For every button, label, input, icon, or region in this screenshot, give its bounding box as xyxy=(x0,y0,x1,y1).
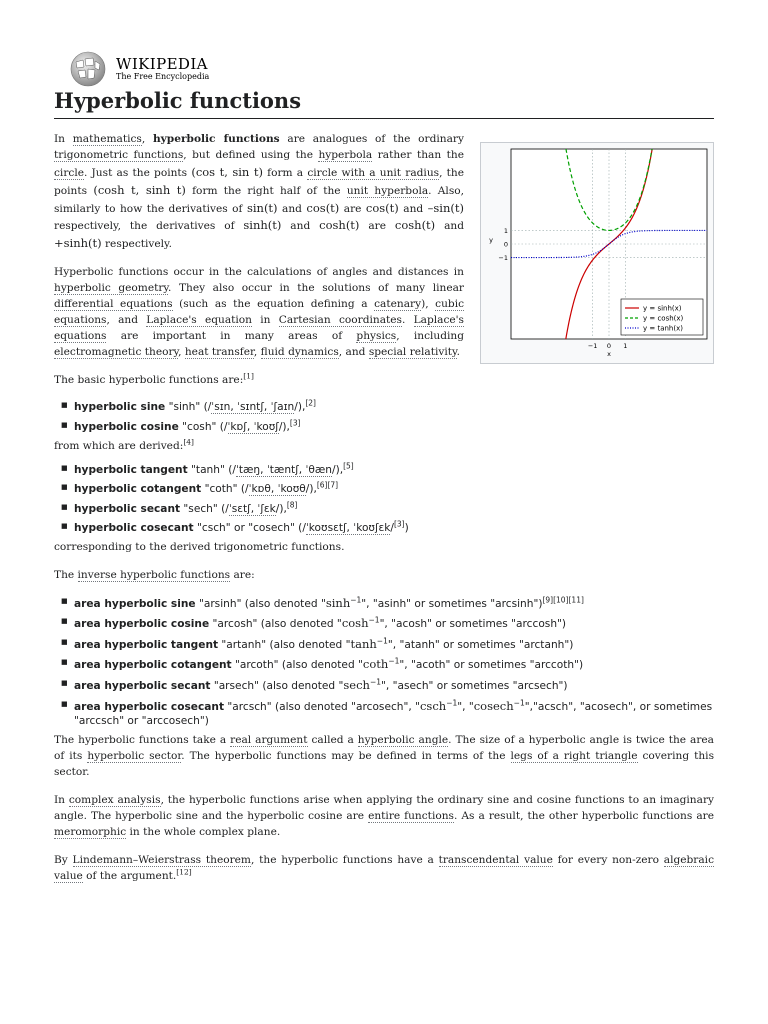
wiki-link[interactable]: real argument xyxy=(230,734,308,747)
wiki-link[interactable]: circle with a unit radius xyxy=(307,166,440,179)
list-item xyxy=(74,400,714,414)
bold-term: area hyperbolic cotangent xyxy=(74,659,232,672)
corresponding-text xyxy=(54,540,714,556)
wiki-link[interactable]: ˈtæŋ, ˈtæntʃ, ˈθæn xyxy=(235,463,332,476)
text-run: , the points xyxy=(54,166,465,197)
text-run: ", "acosh" or sometimes "arccosh") xyxy=(379,618,567,631)
text-run: and xyxy=(435,220,464,233)
text-run: . Just as the points xyxy=(83,166,192,179)
text-run: "sinh" (/ xyxy=(165,401,212,414)
legend-entry: y = tanh(x) xyxy=(643,324,683,333)
text-run: "tanh" (/ xyxy=(187,463,236,476)
text-run: The hyperbolic functions take a xyxy=(54,734,231,747)
text-run: . The size of a hyperbolic angle is twice the area of its xyxy=(54,734,714,763)
text-run: , the hyperbolic functions have a xyxy=(250,853,439,866)
reference-superscript[interactable]: −1 xyxy=(350,595,362,605)
reference-superscript[interactable]: [5] xyxy=(343,461,354,471)
text-run: in xyxy=(251,313,279,326)
math-expression: sin(t) xyxy=(246,200,278,215)
text-run: In xyxy=(54,793,69,806)
wiki-link[interactable]: Laplace's equation xyxy=(146,313,252,326)
list-item xyxy=(74,521,714,535)
text-run: . They also occur in the solutions of many linear xyxy=(168,282,464,295)
text-run: called a xyxy=(307,734,358,747)
reference-superscript[interactable]: [12] xyxy=(176,867,192,877)
text-run: "arcosh" (also denoted " xyxy=(209,618,342,631)
text-run: /), xyxy=(294,401,306,414)
y-axis-label: y xyxy=(489,236,493,244)
derived-functions-intro xyxy=(54,439,714,455)
wiki-link[interactable]: Laplace's equations xyxy=(54,313,464,342)
bold-term: area hyperbolic cosecant xyxy=(74,700,225,713)
outro-paragraph-2 xyxy=(54,793,714,841)
wiki-link[interactable]: legs of a right triangle xyxy=(510,750,638,763)
legend-entry: y = cosh(x) xyxy=(643,314,684,323)
list-item xyxy=(74,420,714,434)
text-run: "csch" or "cosech" (/ xyxy=(193,521,306,534)
math-expression: sinh(t) xyxy=(243,218,282,233)
math-expression: cos(t) xyxy=(306,200,340,215)
text-run: . Also, similarly to how the derivatives of xyxy=(54,184,464,215)
text-run: /), xyxy=(305,483,317,496)
bold-term: hyperbolic sine xyxy=(74,401,166,414)
wikipedia-globe-icon xyxy=(68,50,108,88)
y-tick-label: 0 xyxy=(503,240,508,249)
bold-term: area hyperbolic cosine xyxy=(74,618,210,631)
bold-term: hyperbolic functions xyxy=(152,133,280,145)
inverse-functions-intro xyxy=(54,568,714,584)
wiki-link[interactable]: physics xyxy=(356,329,397,342)
wiki-link[interactable]: catenary xyxy=(374,298,422,311)
reference-superscript[interactable]: [3] xyxy=(393,519,405,529)
math-expression: cosh(t) xyxy=(394,218,436,233)
list-item xyxy=(74,482,714,496)
text-run: ", "asech" or sometimes "arcsech") xyxy=(381,679,568,692)
reference-superscript[interactable]: [6][7] xyxy=(316,480,339,490)
math-expression: cosh xyxy=(341,616,369,631)
text-run: "arcoth" (also denoted " xyxy=(231,659,363,672)
list-item xyxy=(74,699,714,729)
text-run: are xyxy=(359,220,395,233)
wiki-link[interactable]: electromagnetic theory xyxy=(54,345,179,358)
text-run: "artanh" (also denoted " xyxy=(218,638,351,651)
wiki-link[interactable]: heat transfer xyxy=(184,345,254,358)
text-run: are analogues of the ordinary xyxy=(279,133,464,145)
wiki-link[interactable]: mathematics xyxy=(72,133,142,145)
y-tick-label: 1 xyxy=(503,226,508,235)
list-item xyxy=(74,463,714,477)
text-run: , including xyxy=(396,329,464,342)
reference-superscript[interactable]: −1 xyxy=(513,697,525,707)
text-run: are: xyxy=(230,569,255,582)
list-item xyxy=(74,616,714,632)
math-expression: (cos t, sin t) xyxy=(191,164,263,179)
text-run: for every non-zero xyxy=(552,853,664,866)
text-run: /), xyxy=(278,420,290,433)
x-tick-label: −1 xyxy=(587,342,598,350)
x-tick-label: 1 xyxy=(623,342,628,350)
wiki-link[interactable]: cubic equations xyxy=(54,298,465,326)
y-tick-label: −1 xyxy=(498,254,508,263)
inverse-functions-list xyxy=(54,596,714,728)
text-run: /), xyxy=(275,502,287,515)
reference-superscript[interactable]: [3] xyxy=(289,418,301,428)
bold-term: hyperbolic secant xyxy=(74,502,181,515)
bold-term: area hyperbolic tangent xyxy=(74,638,219,651)
text-run: are xyxy=(339,202,366,215)
math-expression: +sinh(t) xyxy=(54,236,102,251)
text-run: form the right half of the xyxy=(185,184,347,197)
list-item xyxy=(74,596,714,612)
article-content xyxy=(54,132,714,896)
wiki-link[interactable]: fluid dynamics xyxy=(260,345,339,358)
wiki-link[interactable]: Cartesian coordinates xyxy=(278,313,402,326)
reference-superscript[interactable]: [4] xyxy=(183,437,194,447)
page-title: Hyperbolic functions xyxy=(54,86,714,119)
wiki-link[interactable]: Lindemann–Weierstrass theorem xyxy=(72,853,251,866)
wiki-link[interactable]: ˈsɪn, ˈsɪntʃ, ˈʃaɪn xyxy=(211,401,295,414)
text-run: , and xyxy=(338,345,369,358)
text-run: "sech" (/ xyxy=(180,502,229,515)
text-run: By xyxy=(54,853,73,866)
list-item xyxy=(74,678,714,694)
math-expression: cosech xyxy=(473,698,514,713)
text-run: ) xyxy=(404,521,409,534)
math-expression: sech xyxy=(343,677,370,692)
chart-svg xyxy=(481,143,713,363)
text-run: form a xyxy=(262,166,308,179)
text-run: In xyxy=(54,133,73,145)
outro-paragraph-1 xyxy=(54,733,714,781)
math-expression: cosh(t) xyxy=(319,218,360,233)
wikipedia-tagline: The Free Encyclopedia xyxy=(116,72,210,81)
text-run: are important in many areas of xyxy=(106,329,357,342)
text-run: / xyxy=(390,521,394,534)
text-run: , but defined using the xyxy=(183,148,319,161)
reference-superscript[interactable]: −1 xyxy=(376,636,388,646)
basic-functions-list xyxy=(54,400,714,434)
wiki-link[interactable]: special relativity xyxy=(368,345,457,358)
wiki-link[interactable]: meromorphic xyxy=(54,825,127,838)
text-run: ", "atanh" or sometimes "arctanh") xyxy=(387,638,574,651)
list-item xyxy=(74,502,714,516)
text-run: . As a result, the other hyperbolic functions are xyxy=(453,809,714,822)
bold-term: area hyperbolic secant xyxy=(74,679,211,692)
text-run: (such as the equation defining a xyxy=(172,298,375,311)
text-run: "cosh" (/ xyxy=(178,420,228,433)
text-run: "arsinh" (also denoted " xyxy=(195,597,326,610)
wiki-link[interactable]: differential equations xyxy=(54,298,173,311)
text-run: in the whole complex plane. xyxy=(126,825,281,838)
math-expression: cos(t) xyxy=(365,200,399,215)
reference-superscript[interactable]: [8] xyxy=(286,500,298,510)
text-run: and xyxy=(277,202,307,215)
text-run: . The hyperbolic functions may be defined in terms of the xyxy=(181,750,511,763)
wikipedia-wordmark: WIKIPEDIA xyxy=(116,55,208,73)
text-run: of the argument. xyxy=(82,869,177,882)
text-run: The xyxy=(54,569,78,582)
wiki-link[interactable]: entire functions xyxy=(368,809,454,822)
text-run: . xyxy=(456,345,460,358)
wiki-link[interactable]: unit hyperbola xyxy=(346,184,429,197)
text-run: Hyperbolic functions occur in the calculations of angles and distances in xyxy=(54,266,464,279)
reference-superscript[interactable]: [2] xyxy=(305,398,316,408)
text-run: ", " xyxy=(457,700,474,713)
text-run: , xyxy=(178,345,185,358)
text-run: "arcsch" (also denoted "arcosech", " xyxy=(224,700,420,713)
text-run: The basic hyperbolic functions are: xyxy=(54,373,244,386)
reference-superscript[interactable]: [1] xyxy=(243,371,254,381)
text-run: ", "acoth" or sometimes "arccoth") xyxy=(399,659,584,672)
wiki-link[interactable]: ˈsɛtʃ, ˈʃɛk xyxy=(228,502,276,515)
reference-superscript[interactable]: −1 xyxy=(446,697,458,707)
wiki-link[interactable]: inverse hyperbolic functions xyxy=(77,569,231,582)
text-run: , xyxy=(141,133,153,145)
wiki-link[interactable]: ˈkoʊsɛtʃ, ˈkoʊʃɛk xyxy=(305,521,391,534)
math-expression: tanh xyxy=(350,636,377,651)
text-run: ), xyxy=(421,298,436,311)
text-run: , the hyperbolic functions arise when applying the ordinary sine and cosine functions to an imaginary angle. The hyperbolic sine and the hyperbolic cosine are xyxy=(54,793,714,822)
math-expression: –sin(t) xyxy=(427,200,464,215)
text-run: and xyxy=(398,202,428,215)
legend-entry: y = sinh(x) xyxy=(643,304,682,313)
wiki-link[interactable]: algebraic value xyxy=(54,853,715,882)
bold-term: hyperbolic cotangent xyxy=(74,483,202,496)
text-run: and xyxy=(281,220,320,233)
text-run: "coth" (/ xyxy=(201,483,249,496)
text-run: , and xyxy=(106,313,147,326)
wiki-link[interactable]: trigonometric functions xyxy=(54,148,184,161)
x-tick-label: 0 xyxy=(606,342,612,350)
text-run: from which are derived: xyxy=(54,440,184,453)
wiki-link[interactable]: circle xyxy=(54,166,84,179)
text-run: , xyxy=(253,345,261,358)
reference-superscript[interactable]: −1 xyxy=(388,656,400,666)
basic-functions-intro xyxy=(54,373,714,389)
text-run: rather than the xyxy=(372,148,464,161)
derived-functions-list xyxy=(54,463,714,535)
wiki-link[interactable]: hyperbolic sector xyxy=(87,750,182,763)
math-expression: (cosh t, sinh t) xyxy=(93,182,186,197)
text-run: "arsech" (also denoted " xyxy=(210,679,344,692)
reference-superscript[interactable]: [9][10][11] xyxy=(542,595,584,605)
text-run: respectively, the derivatives of xyxy=(54,220,244,233)
text-run: covering this sector. xyxy=(54,750,715,779)
outro-paragraph-3 xyxy=(54,853,714,885)
list-item xyxy=(74,637,714,653)
text-run: respectively. xyxy=(101,238,172,251)
text-run: ", "asinh" or sometimes "arcsinh") xyxy=(361,597,543,610)
x-axis-label: x xyxy=(607,350,611,358)
text-run: . xyxy=(401,313,414,326)
wiki-link[interactable]: ˈkɒʃ, ˈkoʊʃ xyxy=(227,420,279,433)
math-expression: coth xyxy=(362,657,389,672)
list-item xyxy=(74,657,714,673)
wiki-link[interactable]: hyperbola xyxy=(318,148,373,161)
wiki-link[interactable]: hyperbolic angle xyxy=(357,734,449,747)
text-run: corresponding to the derived trigonometric functions. xyxy=(54,541,345,554)
wikipedia-logo[interactable] xyxy=(68,50,268,86)
bold-term: hyperbolic tangent xyxy=(74,463,188,476)
bold-term: hyperbolic cosecant xyxy=(74,521,194,534)
wiki-link[interactable]: transcendental value xyxy=(438,853,553,866)
reference-superscript[interactable]: −1 xyxy=(369,677,381,687)
wiki-link[interactable]: ˈkɒθ, ˈkoʊθ xyxy=(248,483,306,496)
math-expression: csch xyxy=(419,698,447,713)
wiki-link[interactable]: complex analysis xyxy=(68,793,161,806)
hyperbolic-functions-chart[interactable] xyxy=(480,142,714,364)
text-run: /), xyxy=(332,463,344,476)
bold-term: hyperbolic cosine xyxy=(74,420,179,433)
wiki-link[interactable]: hyperbolic geometry xyxy=(54,282,169,295)
reference-superscript[interactable]: −1 xyxy=(368,615,380,625)
text-run: ","acsch", "acosech", or sometimes "arccsch" or "arccosech") xyxy=(74,700,713,728)
math-expression: sinh xyxy=(325,595,351,610)
bold-term: area hyperbolic sine xyxy=(74,597,196,610)
